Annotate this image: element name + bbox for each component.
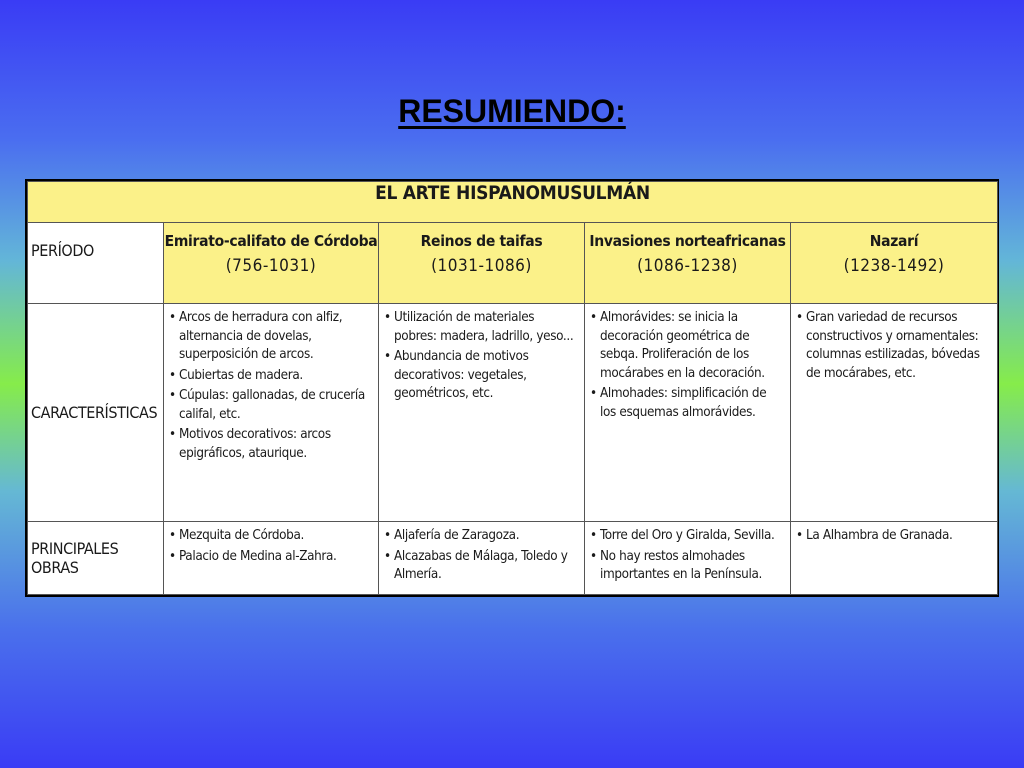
works-cell-cordoba <box>164 522 379 595</box>
characteristics-list <box>164 304 378 469</box>
period-dates: (1086-1238) <box>637 256 738 276</box>
table-caption: EL ARTE HISPANOMUSULMÁN <box>28 182 998 223</box>
table-caption-row <box>28 182 998 223</box>
works-cell-nazari <box>791 522 998 595</box>
list-item: • Aljafería de Zaragoza. <box>383 527 578 546</box>
period-cell-invasiones <box>585 223 791 304</box>
characteristics-cell-taifas <box>379 304 585 522</box>
list-item: • Cubiertas de madera. <box>168 367 372 386</box>
period-row <box>28 223 998 304</box>
characteristics-list <box>379 304 584 410</box>
list-item: • Alcazabas de Málaga, Toledo y Almería. <box>383 548 578 585</box>
works-list <box>585 522 790 591</box>
period-cell-taifas <box>379 223 585 304</box>
art-summary-table <box>27 181 998 595</box>
list-item: • Mezquita de Córdoba. <box>168 527 372 546</box>
characteristics-list <box>791 304 997 389</box>
works-row <box>28 522 998 595</box>
works-list <box>164 522 378 572</box>
period-dates: (1031-1086) <box>431 256 532 276</box>
list-item: • Torre del Oro y Giralda, Sevilla. <box>589 527 784 546</box>
art-summary-table-frame <box>25 179 999 597</box>
works-cell-invasiones <box>585 522 791 595</box>
list-item: • Gran variedad de recursos constructivos y ornamentales: columnas estilizadas, bóvedas de mocárabes, etc. <box>795 309 991 383</box>
period-name: Reinos de taifas <box>420 232 543 250</box>
slide-title: RESUMIENDO: <box>398 93 626 129</box>
row-label-works: PRINCIPALES OBRAS <box>28 522 164 595</box>
characteristics-cell-cordoba <box>164 304 379 522</box>
list-item: • Utilización de materiales pobres: madera, ladrillo, yeso... <box>383 309 578 346</box>
works-list <box>379 522 584 591</box>
row-label-characteristics: CARACTERÍSTICAS <box>28 304 164 522</box>
period-name: Nazarí <box>869 232 919 250</box>
list-item: • Palacio de Medina al-Zahra. <box>168 548 372 567</box>
list-item: • Almohades: simplificación de los esquemas almorávides. <box>589 385 784 422</box>
list-item: • Motivos decorativos: arcos epigráficos, ataurique. <box>168 426 372 463</box>
list-item: • Cúpulas: gallonadas, de crucería califal, etc. <box>168 387 372 424</box>
characteristics-cell-nazari <box>791 304 998 522</box>
period-cell-cordoba <box>164 223 379 304</box>
characteristics-row <box>28 304 998 522</box>
works-list <box>791 522 997 552</box>
works-cell-taifas <box>379 522 585 595</box>
row-label-period: PERÍODO <box>28 223 164 304</box>
list-item: • Arcos de herradura con alfiz, alternancia de dovelas, superposición de arcos. <box>168 309 372 365</box>
period-name: Invasiones norteafricanas <box>589 232 786 250</box>
characteristics-cell-invasiones <box>585 304 791 522</box>
period-name: Emirato-califato de Córdoba <box>164 232 378 250</box>
list-item: • Abundancia de motivos decorativos: vegetales, geométricos, etc. <box>383 348 578 404</box>
characteristics-list <box>585 304 790 428</box>
period-cell-nazari <box>791 223 998 304</box>
period-dates: (756-1031) <box>225 256 317 276</box>
list-item: • No hay restos almohades importantes en la Península. <box>589 548 784 585</box>
list-item: • La Alhambra de Granada. <box>795 527 991 546</box>
list-item: • Almorávides: se inicia la decoración geométrica de sebqa. Proliferación de los mocárabes en la decoración. <box>589 309 784 383</box>
period-dates: (1238-1492) <box>843 256 945 276</box>
